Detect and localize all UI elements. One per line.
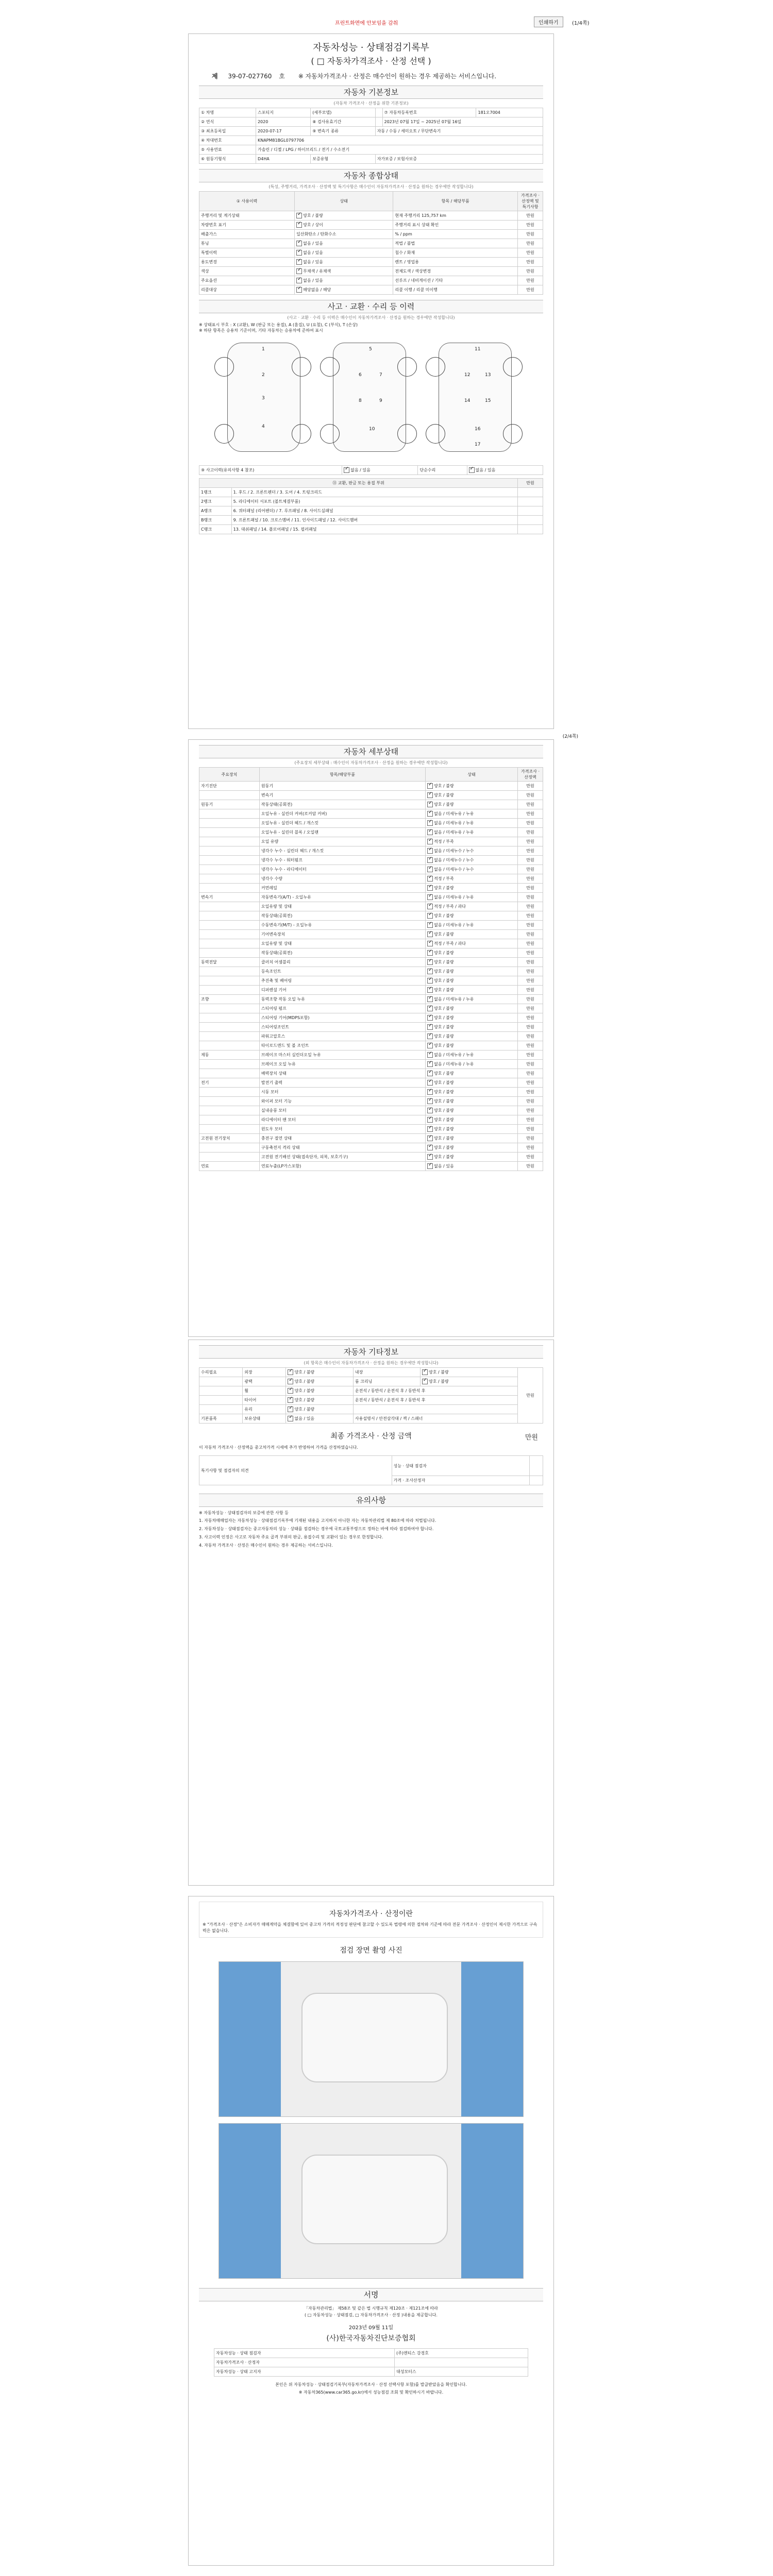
page-2 [188, 734, 578, 1337]
damage-note: (사고 · 교환 · 수리 등 이력은 매수인이 자동차가격조사 · 산정을 원하는 경우에만 작성합니다) [287, 315, 455, 320]
other-title: 자동차 기타정보 [199, 1345, 543, 1359]
basic-note: (자동차 가격조사 · 산정을 위한 기본정보) [333, 101, 409, 106]
page-info: (1/4쪽) [572, 21, 590, 26]
damage-legend-2: ※ 하단 항목은 승용차 기준이며, 기타 자동차는 승용차에 준하여 표시 [199, 328, 323, 333]
final-text: 이 자동차 가격조사 · 산정액을 중고차가격 시세에 추가 반영하여 가격을 산정하였습니다. [199, 1445, 358, 1450]
page-4 [188, 1896, 554, 2566]
damage-section [199, 300, 543, 534]
car-diagram: 1 2 3 4 5 6 7 8 9 10 11 12 13 14 15 16 17 [199, 336, 543, 465]
notes-item-3: 3. 사고이력 인정은 사고로 자동차 주요 골격 부위의 판금, 용접수리 및 교환이 있는 경우로 한정합니다. [199, 1535, 383, 1539]
notice-text: 프린트화면에 안보임을 감춰 [335, 21, 398, 26]
notes-item-1: 1. 자동차매매업자는 자동차성능 · 상태점검기록부에 기재된 내용을 고지하지 아니한 자는 자동차관리법 제 80조에 따라 처벌됩니다. [199, 1518, 436, 1523]
id-line [189, 72, 553, 80]
status-note: (특성, 주행거리, 가격조사 · 산정액 및 특기사항은 매수인이 자동차가격조사 · 산정을 원하는 경우에만 작성합니다) [268, 184, 474, 189]
notes-item-2: 2. 자동차성능 · 상태점검자는 중고자동차의 성능 · 상태를 점검하는 경우에 국토교통부령으로 정하는 바에 따라 점검하여야 합니다. [199, 1527, 434, 1531]
status-title: 자동차 종합상태 [199, 169, 543, 182]
price-box-text: ※ "가격조사 · 산정"은 소비자가 매매계약을 체결함에 있어 중고차 가격의 적정성 판단에 참고할 수 있도록 법령에 의한 절차와 기준에 따라 전문 가격조사 · 산정인이 제시한 가격으로 구속력은 없습니다. [203, 1922, 537, 1933]
detail-title: 자동차 세부상태 [199, 745, 543, 758]
other-note: (외 항목은 매수인이 자동차가격조사 · 산정을 원하는 경우에만 작성합니다) [304, 1361, 439, 1365]
print-button[interactable]: 인쇄하기 [534, 16, 563, 27]
final-title: 최종 가격조사 · 산정 금액 [330, 1432, 412, 1440]
detail-section [199, 745, 543, 1171]
id-value: 39-07-027760 [228, 73, 272, 80]
opinion-table: 특기사항 및 점검자의 의견 성능 · 상태 점검자 가격 · 조사산정자 [199, 1455, 543, 1485]
sign-title: 서명 [199, 2288, 543, 2301]
panel-table: ⑪ 교환, 판금 또는 용접 부위 만원 1랭크 1. 후드 / 2. 프론트펜더 / 3. 도어 / 4. 트렁크리드 2랭크 5. 라디에이터 서포트 (볼트체결부품) A랭크 6. 쿼터패널 (리어펜더) / 7. 루프패널 / 8. 사이드실패널 B랭크 9. 프론트패널 / 10. 크로스멤버 / 11. 인사이드패널 / 12. 사이드멤버 C랭크 13. 대쉬패널 / 14. 플로어패널 / 15. 필러패널 [199, 478, 543, 534]
sign-date: 2023년 09월 11일 [348, 2325, 394, 2331]
basic-section [199, 86, 543, 164]
page-3 [188, 1340, 554, 1886]
damage-legend: ※ 상태표시 부호 : X (교환), W (판금 또는 용접), A (흠집), U (요철), C (부식), T (손상) [199, 323, 358, 327]
sign-text-1: 「자동차관리법」 제58조 및 같은 법 시행규칙 제120조 · 제121조에 따라 [304, 2306, 438, 2311]
notes-title: 유의사항 [199, 1494, 543, 1507]
foot-text-2: ※ 자동차365(www.car365.go.kr)에서 성능점검 조회 및 확인하시기 바랍니다. [298, 2390, 444, 2395]
doc-subtitle: ( □ 자동차가격조사 · 산정 선택 ) [311, 56, 431, 66]
price-box-title: 자동차가격조사 · 산정이란 [329, 1910, 413, 1918]
page-1 [188, 33, 554, 729]
photo-title: 점검 장면 촬영 사진 [340, 1946, 402, 1955]
final-value: 만원 [525, 1434, 538, 1442]
damage-title: 사고 · 교환 · 수리 등 이력 [199, 300, 543, 313]
price-box [199, 1902, 543, 1938]
other-section [199, 1345, 543, 1549]
doc-title: 자동차성능 · 상태점검기록부 [313, 42, 429, 53]
id-label: 제 [212, 73, 218, 80]
basic-table: ① 차명 스포티지 (세부모델) ⑦ 자동차등록번호 181오7004 ② 연식 2020 ⑧ 검사유효기간 2023년 07월 17일 ~ 2025년 07월 16일 ③ 최초등록일 2020-07-17 ⑨ 변속기 종류 자동 / 수동 / 세미오토 / 무단변속기 ④ 차대번호 KNAPM81BGL0797706 ⑤ 사용연료 가솔린 / 디젤 / LPG / 하이브리드 / 전기 / 수소전기 ⑥ 원동기형식 D4HA 보증유형 자가보증 / 보험사보증 [199, 108, 543, 164]
id-suffix: 호 [279, 73, 285, 80]
accident-table: ⑨ 사고이력(유의사항 4 참조) ✓ 없음 / 있음 단순수리 ✓ 없음 / 있음 [199, 465, 543, 475]
notes-text: ※ 자동차성능 · 상태점검자의 보증에 관한 사항 등 [199, 1511, 289, 1515]
sign-company: (사)한국자동차진단보증협회 [326, 2334, 416, 2343]
status-section [199, 169, 543, 295]
status-table: ① 사용이력 상태 항목 / 해당부품 가격조사 · 산정액 및 특기사항 주행거리 및 계기상태 ✓ 양호 / 불량 현재 주행거리 125,757 km 만원 차량번호 표기 ✓ 양호 / 상이 주행거리 표시 상태 확인 만원 배출가스 일산화탄소 / 탄화수소 % / ppm 만원 튜닝 ✓ 없음 / 있음 적법 / 불법 만원 특별이력 ✓ 없음 / 있음 침수 / 화재 만원 용도변경 ✓ 없음 / 있음 렌트 / 영업용 만원 색상 ✓ 무채색 / 유채색 전체도색 / 색상변경 만원 주요옵션 ✓ 없음 / 있음 선루프 / 네비게이션 / 기타 만원 리콜대상 ✓ 해당없음 / 해당 리콜 이행 / 리콜 미이행 만원 [199, 191, 543, 295]
sign-text-2: ( □ 자동차성능 · 상태점검, □ 자동차가격조사 · 산정 )내용을 제공합니다. [305, 2313, 438, 2317]
top-bar [0, 14, 773, 35]
detail-note: (주요장치 세부상태 : 매수인이 자동차가격조사 · 산정을 원하는 경우에만 작성합니다) [294, 760, 448, 765]
detail-table: 주요장치 항목/해당부품 상태 가격조사 · 산정액 자기진단 원동기 ✓ 양호 / 불량 만원 변속기 ✓ 양호 / 불량 만원 원동기 작동상태(공회전) ✓ 양호 / 불량 만원 오일누유 - 실린더 커버(로커암 커버) ✓ 없음 / 미세누유 / 누유 만원 오일누유 - 실린더 헤드 / 개스킷 ✓ 없음 / 미세누유 / 누유 만원 오일누유 - 실린더 블록 / 오일팬 ✓ 없음 / 미세누유 / 누유 만원 오일 유량 ✓ 적정 / 부족 만원 냉각수 누수 - 실린더 헤드 / 개스킷 ✓ 없음 / 미세누수 / 누수 만원 냉각수 누수 - 워터펌프 ✓ 없음 / 미세누수 / 누수 만원 냉각수 누수 - 라디에이터 ✓ 없음 / 미세누수 / 누수 만원 냉각수 수량 ✓ 적정 / 부족 만원 커먼레일 ✓ 양호 / 불량 만원 변속기 자동변속기(A/T) - 오일누유 ✓ 없음 / 미세누유 / 누유 만원 오일유량 및 상태 ✓ 적정 / 부족 / 과다 만원 작동상태(공회전) ✓ 양호 / 불량 만원 수동변속기(M/T) - 오일누유 ✓ 없음 / 미세누유 / 누유 만원 기어변속장치 ✓ 양호 / 불량 만원 오일유량 및 상태 ✓ 적정 / 부족 / 과다 만원 작동상태(공회전) ✓ 양호 / 불량 만원 동력전달 클러치 어셈블리 ✓ 양호 / 불량 만원 등속조인트 ✓ 양호 / 불량 만원 추진축 및 베어링 ✓ 양호 / 불량 만원 디퍼렌셜 기어 ✓ 양호 / 불량 만원 조향 동력조향 작동 오일 누유 ✓ 없음 / 미세누유 / 누유 만원 스티어링 펌프 ✓ 양호 / 불량 만원 스티어링 기어(MDPS포함) ✓ 양호 / 불량 만원 스티어링조인트 ✓ 양호 / 불량 만원 파워고압호스 ✓ 양호 / 불량 만원 타이로드엔드 및 볼 조인트 ✓ 양호 / 불량 만원 제동 브레이크 마스터 실린더오일 누유 ✓ 없음 / 미세누유 / 누유 만원 브레이크 오일 누유 ✓ 없음 / 미세누유 / 누유 만원 배력장치 상태 ✓ 양호 / 불량 만원 전기 발전기 출력 ✓ 양호 / 불량 만원 시동 모터 ✓ 양호 / 불량 만원 와이퍼 모터 기능 ✓ 양호 / 불량 만원 실내송풍 모터 ✓ 양호 / 불량 만원 라디에이터 팬 모터 ✓ 양호 / 불량 만원 윈도우 모터 ✓ 양호 / 불량 만원 고전원 전기장치 충전구 절연 상태 ✓ 양호 / 불량 만원 구동축전지 격리 상태 ✓ 양호 / 불량 만원 고전원 전기배선 상태(접속단자, 피복, 보호기구) ✓ 양호 / 불량 만원 연료 연료누출(LP가스포함) ✓ 없음 / 있음 만원 [199, 767, 543, 1171]
inspection-photo-1 [219, 1961, 524, 2117]
sign-table: 자동차성능 · 상태 점검자 (주)엔티스 강경호 자동차가격조사 · 산정자 자동차성능 · 상태 고지자 대성모터스 [214, 2348, 528, 2377]
basic-title: 자동차 기본정보 [199, 86, 543, 99]
page-info-2: (2/4쪽) [562, 734, 578, 739]
notes-item-4: 4. 자동차 가격조사 · 산정은 매수인이 원하는 경우 제공하는 서비스입니다. [199, 1543, 333, 1548]
other-table: 수리필요 외장 ✓ 양호 / 불량 내장 ✓ 양호 / 불량 만원 광택 ✓ 양호 / 불량 룸 크리닝 ✓ 양호 / 불량 휠 ✓ 양호 / 불량 운전석 / 동반석 / 운전석 후 / 동반석 후 타이어 ✓ 양호 / 불량 운전석 / 동반석 / 운전석 후 / 동반석 후 유리 ✓ 양호 / 불량 기본품목 보유상태 ✓ 없음 / 있음 사용설명서 / 안전삼각대 / 잭 / 스패너 [199, 1367, 543, 1423]
foot-text-1: 본인은 위 자동차성능 · 상태점검기록부(자동차가격조사 · 산정 선택사항 포함)를 발급받았음을 확인합니다. [275, 2382, 467, 2387]
id-note: ※ 자동차가격조사 · 산정은 매수인이 원하는 경우 제공하는 서비스입니다. [298, 73, 497, 80]
inspection-photo-2 [219, 2123, 524, 2279]
